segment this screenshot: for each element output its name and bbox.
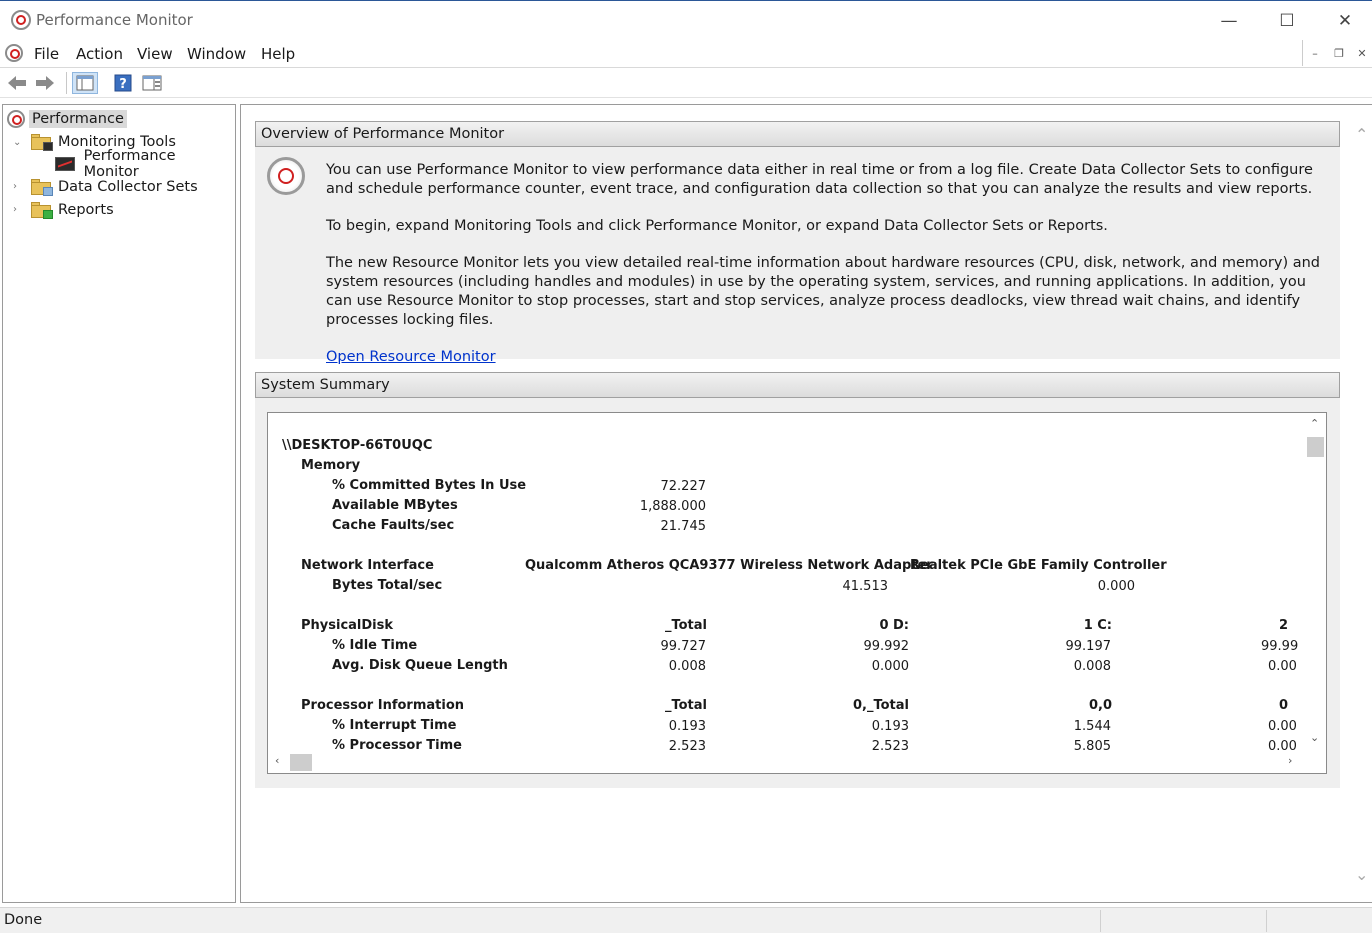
overview-paragraph-3: The new Resource Monitor lets you view detailed real-time information about hardware resources (CPU, disk, network, and memory) and system resources (including handles and modules) in use by the operating system, services, and running applications. In addition, you can use Resource Monitor to stop processes, start and stop services, analyze process deadlocks, view thread wait chains, and identify processes locking files. (326, 255, 1321, 328)
menu-bar (0, 40, 1372, 68)
forward-arrow-icon[interactable] (34, 72, 56, 94)
show-hide-console-tree-icon[interactable] (72, 72, 98, 94)
counter-value: 72.227 (660, 479, 706, 494)
vertical-scroll-thumb[interactable] (1307, 437, 1324, 457)
scroll-up-arrow-icon[interactable]: ⌃ (1355, 125, 1369, 144)
content-vertical-scrollbar[interactable] (1350, 105, 1372, 902)
system-summary-header[interactable]: System Summary (255, 372, 1340, 398)
counter-value: 2.523 (871, 739, 909, 751)
counter-value: 0.00 (1268, 719, 1297, 734)
counter-value: 0.008 (1073, 659, 1111, 674)
counter-label: % Interrupt Time (332, 718, 457, 733)
chevron-right-icon[interactable]: › (13, 181, 17, 192)
performance-icon (7, 110, 25, 128)
summary-vertical-scrollbar[interactable] (1304, 413, 1326, 751)
overview-paragraph-2: To begin, expand Monitoring Tools and click Performance Monitor, or expand Data Collector Sets or Reports. (326, 218, 1108, 234)
tree-item-performance-monitor[interactable]: Performance Monitor (55, 153, 235, 175)
performance-monitor-icon (11, 10, 31, 30)
console-tree (2, 104, 236, 903)
mdi-close-button[interactable]: ✕ (1357, 46, 1367, 60)
system-menu-icon[interactable] (5, 44, 23, 62)
counter-value: 99.992 (863, 639, 909, 654)
scroll-down-arrow-icon[interactable]: ⌄ (1310, 731, 1320, 744)
open-resource-monitor-link[interactable]: Open Resource Monitor (326, 349, 496, 365)
help-icon[interactable] (112, 72, 134, 94)
counter-value: 0.000 (871, 659, 909, 674)
counter-value: 99.197 (1065, 639, 1111, 654)
summary-horizontal-scrollbar[interactable] (268, 751, 1304, 773)
tree-item-reports[interactable]: Reports (31, 199, 117, 221)
data-collector-sets-folder-icon (31, 179, 51, 195)
summary-content (268, 413, 1304, 751)
processor-column: 0 (1279, 698, 1289, 713)
processor-information-heading: Processor Information (301, 698, 465, 713)
window-title: Performance Monitor (36, 11, 193, 29)
overview-header[interactable]: Overview of Performance Monitor (255, 121, 1340, 147)
counter-value: 0.000 (1097, 579, 1135, 594)
menu-view[interactable]: View (137, 45, 173, 63)
menu-file[interactable]: File (34, 45, 60, 63)
counter-value: 99.727 (660, 639, 706, 654)
scroll-up-arrow-icon[interactable]: ⌃ (1310, 417, 1320, 430)
tree-item-monitoring-tools[interactable]: Monitoring Tools (31, 131, 179, 153)
chevron-down-icon[interactable]: ⌄ (13, 137, 22, 148)
scroll-right-arrow-icon[interactable]: › (1288, 754, 1293, 767)
svg-text:?: ? (119, 77, 127, 92)
counter-label: Bytes Total/sec (332, 578, 443, 593)
counter-value: 0.193 (668, 719, 706, 734)
menu-action[interactable]: Action (76, 45, 123, 63)
overview-body (255, 147, 1340, 365)
counter-value: 5.805 (1073, 739, 1111, 751)
counter-value: 21.745 (660, 519, 706, 534)
scroll-left-arrow-icon[interactable]: ‹ (275, 754, 280, 767)
performance-monitor-chart-icon (55, 157, 75, 171)
menu-window[interactable]: Window (187, 45, 247, 63)
counter-value: 0.193 (871, 719, 909, 734)
system-summary-panel (267, 412, 1327, 774)
counter-value: 99.99 (1261, 639, 1299, 654)
status-text: Done (4, 912, 43, 928)
memory-heading: Memory (301, 458, 361, 473)
disk-column: 0 D: (879, 618, 909, 633)
content-pane (240, 104, 1372, 903)
counter-value: 1.544 (1073, 719, 1111, 734)
status-bar (0, 907, 1372, 933)
counter-label: % Committed Bytes In Use (332, 478, 527, 493)
physical-disk-heading: PhysicalDisk (301, 618, 394, 633)
counter-value: 0.008 (668, 659, 706, 674)
computer-name: \\DESKTOP-66T0UQC (282, 438, 433, 453)
tree-item-data-collector-sets[interactable]: Data Collector Sets (31, 176, 201, 198)
toolbar (0, 68, 1372, 98)
counter-label: Cache Faults/sec (332, 518, 455, 533)
counter-label: % Processor Time (332, 738, 462, 751)
horizontal-scroll-thumb[interactable] (290, 754, 312, 771)
show-hide-action-pane-icon[interactable] (141, 72, 163, 94)
network-adapter-column: Qualcomm Atheros QCA9377 Wireless Network Adapter (525, 558, 933, 573)
disk-column: _Total (664, 618, 707, 633)
counter-value: 0.00 (1268, 659, 1297, 674)
disk-column: 1 C: (1083, 618, 1112, 633)
processor-column: _Total (664, 698, 707, 713)
minimize-button[interactable]: — (1220, 11, 1238, 31)
counter-value: 0.00 (1268, 739, 1297, 751)
mdi-restore-button[interactable]: ❐ (1334, 46, 1344, 60)
system-summary-body (255, 398, 1340, 788)
tree-item-performance[interactable]: Performance (7, 108, 127, 130)
maximize-button[interactable]: ☐ (1279, 11, 1295, 31)
scroll-down-arrow-icon[interactable]: ⌄ (1355, 865, 1369, 884)
counter-value: 2.523 (668, 739, 706, 751)
back-arrow-icon[interactable] (6, 72, 28, 94)
counter-label: % Idle Time (332, 638, 418, 653)
processor-column: 0,_Total (853, 698, 909, 713)
close-button[interactable]: ✕ (1337, 11, 1353, 31)
network-interface-heading: Network Interface (301, 558, 434, 573)
mdi-minimize-button[interactable]: – (1312, 46, 1318, 60)
processor-column: 0,0 (1088, 698, 1112, 713)
disk-column: 2 (1279, 618, 1289, 633)
counter-value: 1,888.000 (639, 499, 706, 514)
network-adapter-column: Realtek PCIe GbE Family Controller (910, 558, 1167, 573)
title-bar (0, 0, 1372, 40)
counter-label: Avg. Disk Queue Length (332, 658, 508, 673)
chevron-right-icon[interactable]: › (13, 204, 17, 215)
menu-help[interactable]: Help (261, 45, 296, 63)
monitoring-tools-folder-icon (31, 134, 51, 150)
counter-value: 41.513 (842, 579, 888, 594)
reports-folder-icon (31, 202, 51, 218)
counter-label: Available MBytes (332, 498, 458, 513)
performance-monitor-large-icon (267, 157, 305, 195)
overview-paragraph-1: You can use Performance Monitor to view performance data either in real time or from a log file. Create Data Collector Sets to configure and schedule performance counter, event trace, and configuration data collection so that you can analyze the results and view reports. (326, 162, 1313, 197)
